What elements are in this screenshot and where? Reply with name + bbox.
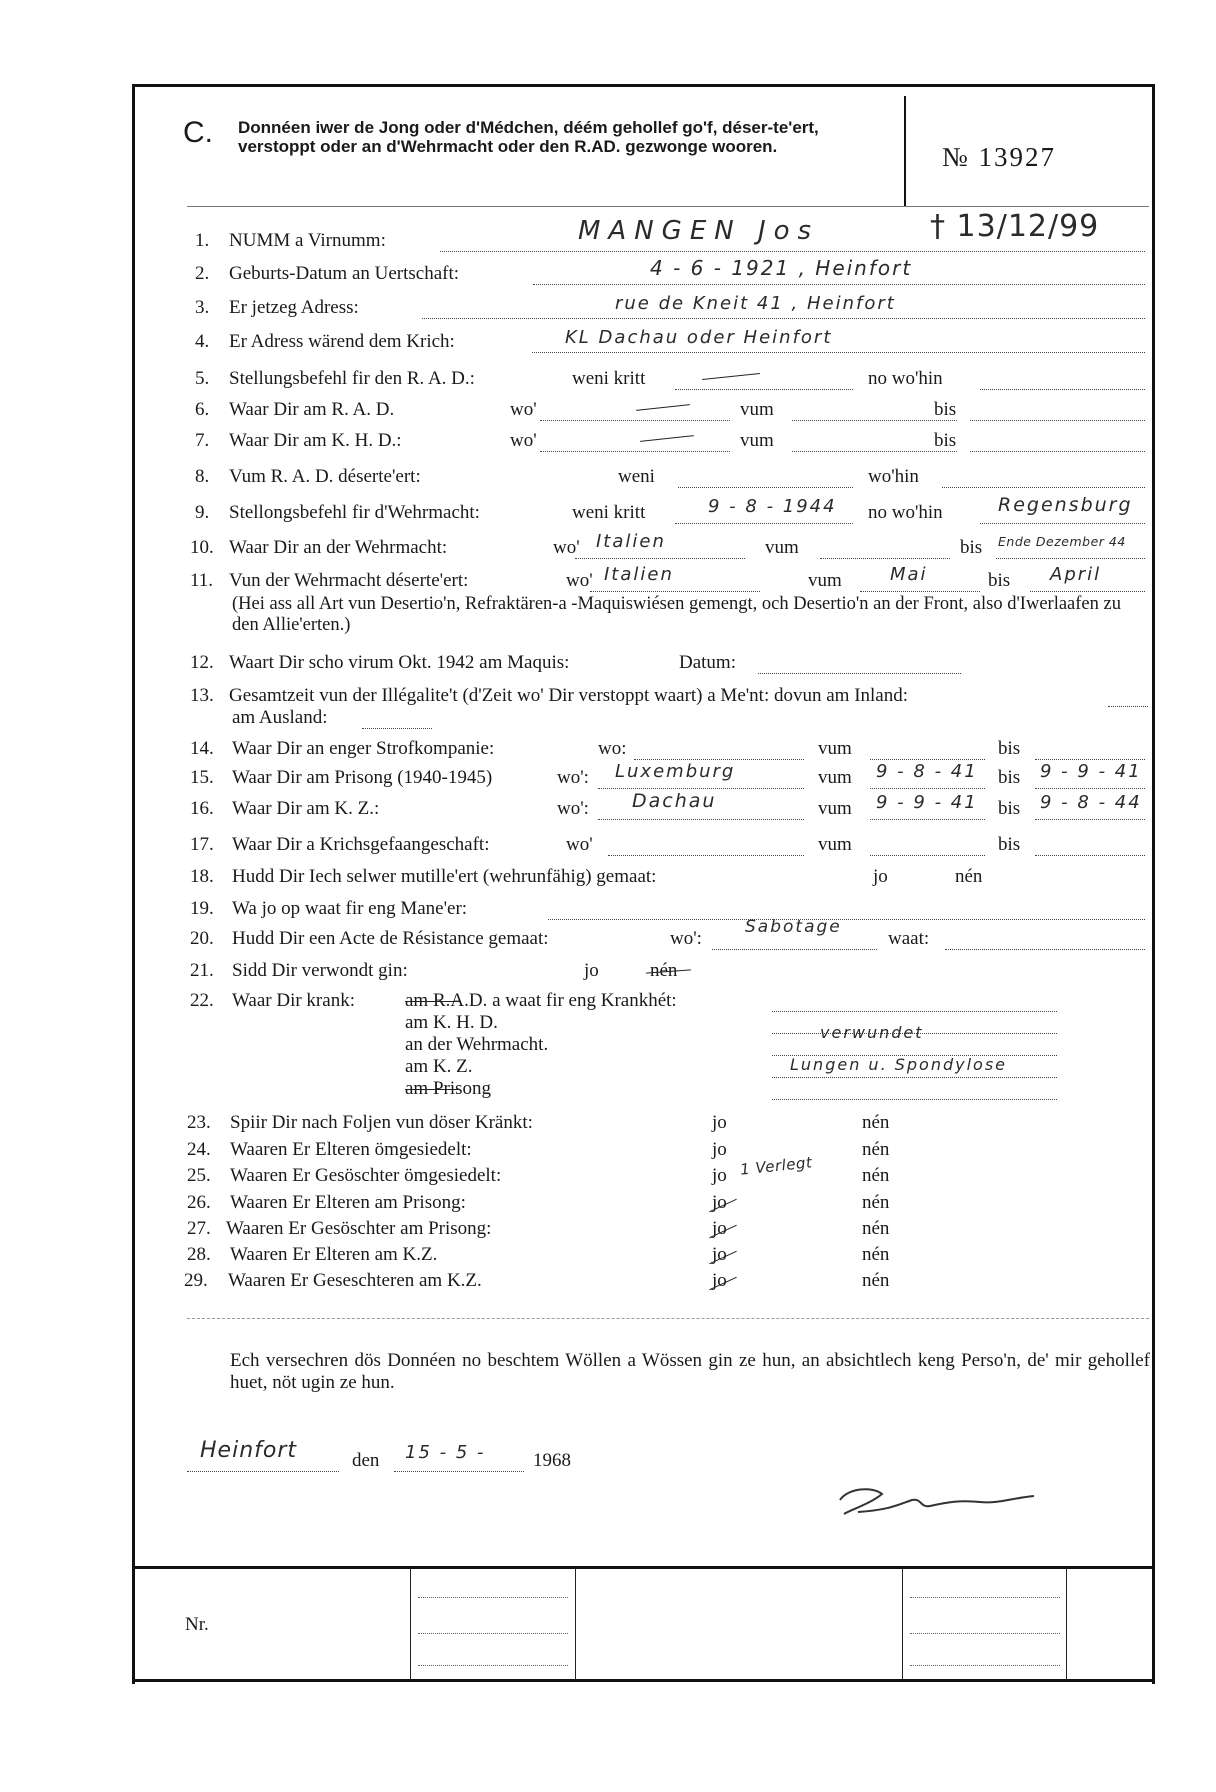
row-number: 25. — [187, 1165, 211, 1186]
row-number: 16. — [190, 798, 214, 819]
field-label: wo': — [557, 798, 589, 819]
row-label: Waaren Er Elteren am K.Z. — [230, 1244, 438, 1265]
handwritten-address: rue de Kneit 41 , Heinfort — [615, 293, 896, 314]
row-label: Waar Dir am Prisong (1940-1945) — [232, 767, 493, 788]
row-number: 2. — [195, 263, 210, 284]
row-label: Stellungsbefehl fir den R. A. D.: — [229, 368, 475, 389]
row-label: Hudd Dir Iech selwer mutille'ert (wehrunfähig) gemaat: — [232, 866, 657, 887]
row-number: 18. — [190, 866, 214, 887]
row-label: Waaren Er Gesöschter ömgesiedelt: — [230, 1165, 502, 1186]
fill-line[interactable] — [608, 854, 804, 856]
handwritten-illness: Lungen u. Spondylose — [790, 1055, 1008, 1074]
handwritten-from: 9 - 8 - 41 — [876, 761, 978, 782]
option-yes[interactable]: jo — [712, 1192, 727, 1213]
number-separator — [904, 96, 906, 206]
fill-line[interactable] — [870, 758, 985, 760]
footer-column-divider — [410, 1568, 411, 1680]
handwritten-place: Italien — [604, 564, 674, 585]
field-label: no wo'hin — [868, 368, 943, 389]
header-rule — [187, 206, 1149, 207]
field-label: am K. Z. — [405, 1056, 473, 1077]
field-label: am Prisong — [405, 1078, 492, 1099]
row-label: Waar Dir a Krichsgefaangeschaft: — [232, 834, 490, 855]
fill-line[interactable] — [1035, 854, 1145, 856]
field-label: bis — [934, 430, 957, 451]
row-label: Waart Dir scho virum Okt. 1942 am Maquis: — [229, 652, 570, 673]
row-number: 19. — [190, 898, 214, 919]
option-yes[interactable]: jo — [712, 1112, 727, 1133]
fill-line[interactable] — [860, 590, 980, 592]
section-divider — [187, 1318, 1149, 1319]
field-label: bis — [934, 399, 957, 420]
handwritten-from: 9 - 9 - 41 — [876, 792, 978, 813]
handwritten-call-date: 9 - 8 - 1944 — [708, 496, 837, 517]
handwritten-destination: Regensburg — [998, 494, 1133, 516]
row-label: Er jetzeg Adress: — [229, 297, 359, 318]
footer-field[interactable] — [418, 1632, 568, 1634]
field-label: wo' — [553, 537, 580, 558]
field-label: no wo'hin — [868, 502, 943, 523]
option-yes[interactable]: jo — [712, 1218, 727, 1239]
row-label: Er Adress wärend dem Krich: — [229, 331, 455, 352]
row-label: NUMM a Virnumm: — [229, 230, 386, 251]
row-label: Waar Dir an der Wehrmacht: — [229, 537, 448, 558]
field-label: an der Wehrmacht. — [405, 1034, 549, 1055]
footer-column-divider — [902, 1568, 903, 1680]
field-label: wo'hin — [868, 466, 919, 487]
fill-line[interactable] — [712, 948, 877, 950]
field-label: weni kritt — [572, 502, 646, 523]
footer-field[interactable] — [910, 1632, 1060, 1634]
field-label: vum — [818, 834, 852, 855]
fill-line[interactable] — [870, 854, 985, 856]
handwritten-until: April — [1050, 564, 1102, 585]
footer-rule — [132, 1566, 1152, 1569]
fill-line[interactable] — [634, 758, 804, 760]
row-number: 23. — [187, 1112, 211, 1133]
field-label: am Ausland: — [232, 707, 328, 728]
fill-line[interactable] — [440, 250, 1145, 252]
field-label: am R.A.D. a waat fir eng Krankhét: — [405, 990, 677, 1011]
section-letter: C. — [183, 116, 213, 149]
row-number: 12. — [190, 652, 214, 673]
handwritten-camp-place: Dachau — [632, 790, 717, 812]
row-label: Waaren Er Geseschteren am K.Z. — [228, 1270, 482, 1291]
row-number: 8. — [195, 466, 210, 487]
row-label: Spiir Dir nach Foljen vun döser Kränkt: — [230, 1112, 533, 1133]
option-no[interactable]: nén — [650, 960, 678, 981]
fill-line[interactable] — [772, 1010, 1057, 1012]
handwritten-birth: 4 - 6 - 1921 , Heinfort — [650, 256, 913, 280]
handwritten-war-address: KL Dachau oder Heinfort — [565, 327, 833, 348]
field-label: wo' — [510, 430, 537, 451]
fill-line[interactable] — [422, 317, 1145, 319]
fill-line[interactable] — [1035, 818, 1145, 820]
footer-field[interactable] — [418, 1664, 568, 1666]
year-label: 1968 — [533, 1450, 571, 1471]
fill-line[interactable] — [675, 522, 853, 524]
handwritten-until: 9 - 8 - 44 — [1040, 792, 1142, 813]
fill-line[interactable] — [678, 486, 853, 488]
handwritten-until: Ende Dezember 44 — [998, 534, 1126, 549]
row-label: Geburts-Datum an Uertschaft: — [229, 263, 460, 284]
row-number: 10. — [190, 537, 214, 558]
handwritten-date: 15 - 5 - — [405, 1442, 486, 1463]
handwritten-place: Italien — [596, 531, 666, 552]
field-label: bis — [988, 570, 1011, 591]
field-label: weni kritt — [572, 368, 646, 389]
handwritten-until: 9 - 9 - 41 — [1040, 761, 1142, 782]
row-label: Waar Dir am K. H. D.: — [229, 430, 402, 451]
footer-number-label: Nr. — [185, 1614, 209, 1635]
row-number: 28. — [187, 1244, 211, 1265]
field-label: bis — [998, 798, 1021, 819]
option-yes[interactable]: jo — [873, 866, 888, 887]
fill-line[interactable] — [1035, 758, 1145, 760]
row-number: 9. — [195, 502, 210, 523]
fill-line[interactable] — [970, 450, 1145, 452]
row-number: 6. — [195, 399, 210, 420]
row-number: 3. — [195, 297, 210, 318]
handwritten-death-date: † 13/12/99 — [930, 209, 1100, 244]
field-label: wo': — [557, 767, 589, 788]
fill-line[interactable] — [942, 486, 1145, 488]
form-heading: Donnéen iwer de Jong oder d'Médchen, déém gehollef go'f, déser-te'ert, verstoppt oder an d'Wehrmacht oder den R.AD. gezwonge wooren. — [238, 118, 819, 156]
field-label: bis — [998, 767, 1021, 788]
row-label: Waaren Er Gesöschter am Prisong: — [226, 1218, 492, 1239]
row-label: Vun der Wehrmacht déserte'ert: — [229, 570, 469, 591]
field-label: vum — [818, 767, 852, 788]
desertion-note: (Hei ass all Art vun Desertio'n, Refraktären-a -Maquiswiésen gemengt, och Desertio'n an der Front, also d'Iwerlaafen zu den Allie'erten.) — [232, 594, 1121, 635]
footer-field[interactable] — [910, 1596, 1060, 1598]
option-yes[interactable]: jo — [712, 1244, 727, 1265]
field-label: vum — [818, 798, 852, 819]
fill-line[interactable] — [675, 388, 853, 390]
row-label: Hudd Dir een Acte de Résistance gemaat: — [232, 928, 549, 949]
row-number: 20. — [190, 928, 214, 949]
option-no[interactable]: nén — [862, 1112, 890, 1133]
row-number: 11. — [190, 570, 214, 591]
field-label: bis — [998, 834, 1021, 855]
handwritten-note: 1 Verlegt — [739, 1153, 814, 1179]
fill-line[interactable] — [820, 557, 950, 559]
place-field[interactable] — [187, 1470, 339, 1472]
handwritten-prison-place: Luxemburg — [615, 761, 736, 782]
footer-column-divider — [1066, 1568, 1067, 1680]
field-label: wo' — [510, 399, 537, 420]
option-no[interactable]: nén — [862, 1192, 890, 1213]
field-label: wo': — [670, 928, 702, 949]
den-label: den — [352, 1450, 380, 1471]
option-no[interactable]: nén — [862, 1270, 890, 1291]
strike-mark — [405, 1089, 460, 1090]
fill-line[interactable] — [758, 672, 961, 674]
field-label: vum — [808, 570, 842, 591]
footer-column-divider — [575, 1568, 576, 1680]
field-label: Datum: — [679, 652, 736, 673]
row-label: Waar Dir krank: — [232, 990, 355, 1011]
declaration-text: Ech versechren dös Donnéen no beschtem Wöllen a Wössen gin ze hun, an absichtlech keng Perso'n, de' mir gehollef huet, nöt ugin ze hun. — [230, 1350, 1150, 1393]
row-label: Waar Dir an enger Strofkompanie: — [232, 738, 495, 759]
row-number: 5. — [195, 368, 210, 389]
row-number: 22. — [190, 990, 214, 1011]
row-number: 13. — [190, 685, 214, 706]
footer-field[interactable] — [418, 1596, 568, 1598]
fill-line[interactable] — [980, 522, 1145, 524]
date-field[interactable] — [394, 1470, 524, 1472]
row-label: Wa jo op waat fir eng Mane'er: — [232, 898, 468, 919]
row-number: 17. — [190, 834, 214, 855]
fill-line[interactable] — [362, 727, 432, 729]
fill-line[interactable] — [532, 351, 1145, 353]
option-no[interactable]: nén — [862, 1218, 890, 1239]
row-label: Sidd Dir verwondt gin: — [232, 960, 408, 981]
field-label: waat: — [888, 928, 930, 949]
row-label: Waar Dir am R. A. D. — [229, 399, 395, 420]
field-label: bis — [998, 738, 1021, 759]
fill-line[interactable] — [980, 388, 1145, 390]
fill-line[interactable] — [792, 450, 957, 452]
fill-line[interactable] — [996, 557, 1145, 559]
handwritten-resistance: Sabotage — [745, 917, 842, 937]
fill-line[interactable] — [540, 450, 730, 452]
fill-line[interactable] — [772, 1098, 1057, 1100]
handwritten-from: Mai — [890, 564, 928, 585]
row-label: Gesamtzeit vun der Illégalite't (d'Zeit wo' Dir verstoppt waart) a Me'nt: dovun am Inland: — [229, 685, 909, 706]
option-yes[interactable]: jo — [712, 1165, 727, 1186]
field-label: wo: — [598, 738, 627, 759]
fill-line[interactable] — [1030, 590, 1145, 592]
row-label: Waaren Er Elteren am Prisong: — [230, 1192, 466, 1213]
handwritten-name: MANGEN Jos — [578, 216, 820, 246]
row-number: 21. — [190, 960, 214, 981]
field-label: vum — [765, 537, 799, 558]
fill-line[interactable] — [945, 948, 1145, 950]
row-label: Waar Dir am K. Z.: — [232, 798, 380, 819]
row-number: 15. — [190, 767, 214, 788]
field-label: vum — [740, 399, 774, 420]
row-number: 29. — [184, 1270, 208, 1291]
option-no[interactable]: nén — [862, 1165, 890, 1186]
fill-line[interactable] — [1035, 787, 1145, 789]
fill-line[interactable] — [540, 419, 730, 421]
option-no[interactable]: nén — [862, 1139, 890, 1160]
field-label: vum — [818, 738, 852, 759]
option-no[interactable]: nén — [955, 866, 983, 887]
footer-field[interactable] — [910, 1664, 1060, 1666]
fill-line[interactable] — [598, 818, 804, 820]
handwritten-place: Heinfort — [200, 1438, 298, 1463]
row-number: 1. — [195, 230, 210, 251]
option-yes[interactable]: jo — [584, 960, 599, 981]
fill-line[interactable] — [533, 283, 1145, 285]
row-label: Vum R. A. D. déserte'ert: — [229, 466, 421, 487]
fill-line[interactable] — [772, 1076, 1057, 1078]
handwritten-illness: verwundet — [820, 1023, 924, 1042]
option-yes[interactable]: jo — [712, 1139, 727, 1160]
row-number: 26. — [187, 1192, 211, 1213]
strike-mark — [405, 1001, 460, 1002]
field-label: wo' — [566, 834, 593, 855]
row-number: 14. — [190, 738, 214, 759]
row-number: 4. — [195, 331, 210, 352]
signature-image — [830, 1480, 1050, 1540]
row-number: 24. — [187, 1139, 211, 1160]
option-no[interactable]: nén — [862, 1244, 890, 1265]
fill-line[interactable] — [970, 419, 1145, 421]
row-number: 27. — [187, 1218, 211, 1239]
field-label: wo' — [566, 570, 593, 591]
field-label: am K. H. D. — [405, 1012, 498, 1033]
fill-line[interactable] — [792, 419, 957, 421]
field-label: vum — [740, 430, 774, 451]
fill-line[interactable] — [870, 787, 985, 789]
field-label: bis — [960, 537, 983, 558]
fill-line[interactable] — [590, 590, 760, 592]
fill-line[interactable] — [575, 557, 745, 559]
row-label: Stellongsbefehl fir d'Wehrmacht: — [229, 502, 480, 523]
option-yes[interactable]: jo — [712, 1270, 727, 1291]
fill-line[interactable] — [548, 918, 1145, 920]
row-number: 7. — [195, 430, 210, 451]
fill-line[interactable] — [870, 818, 985, 820]
fill-line[interactable] — [1108, 705, 1148, 707]
row-label: Waaren Er Elteren ömgesiedelt: — [230, 1139, 472, 1160]
fill-line[interactable] — [598, 787, 804, 789]
field-label: weni — [618, 466, 655, 487]
frame-bottom-rule — [132, 1679, 1155, 1682]
document-number: № 13927 — [942, 142, 1057, 172]
